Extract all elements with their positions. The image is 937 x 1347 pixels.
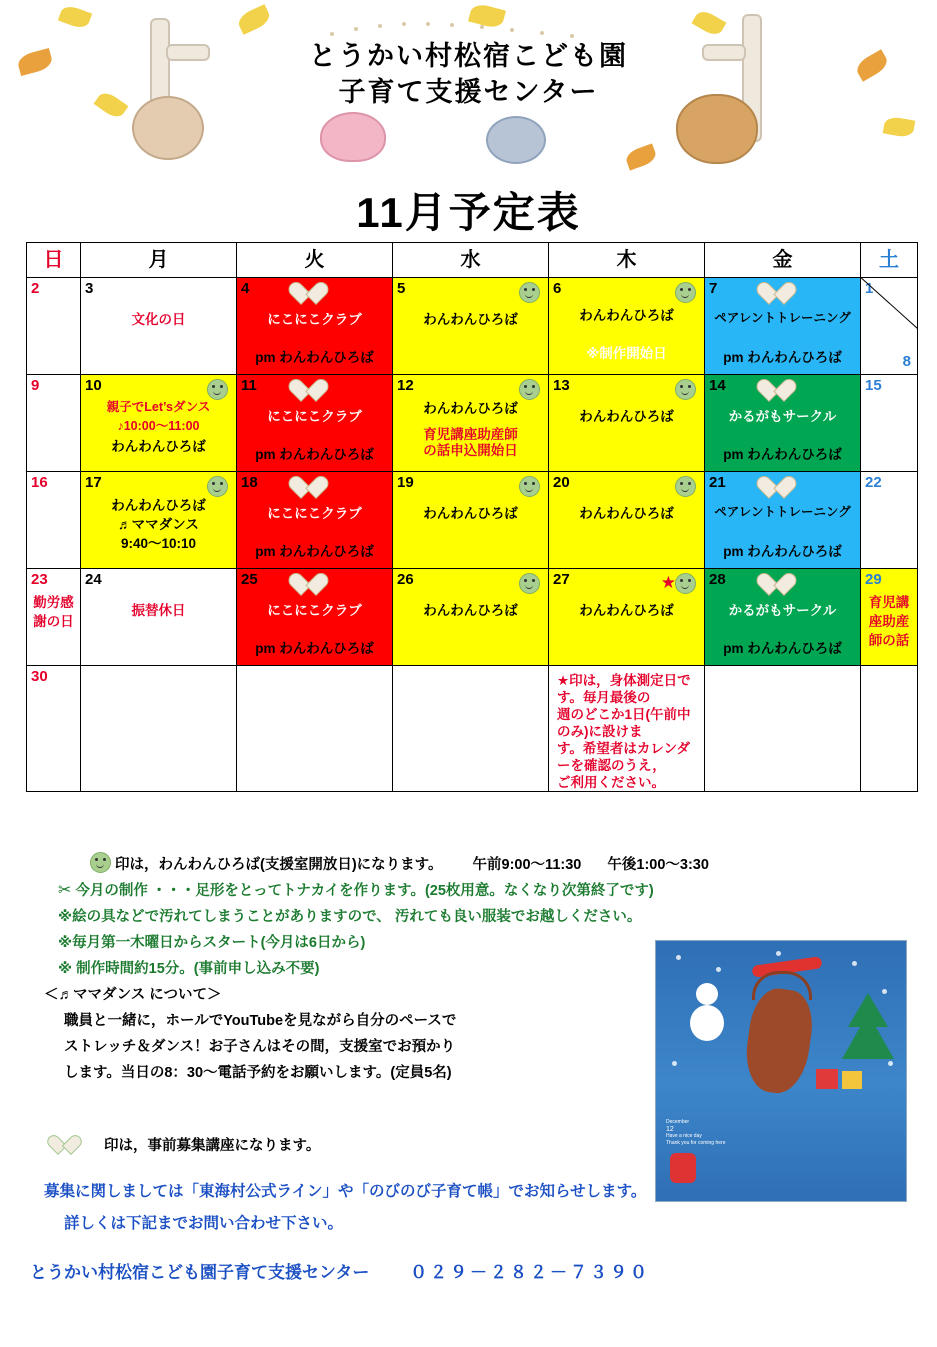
event-label: わんわんひろば (423, 506, 518, 521)
calendar-day-cell[interactable] (81, 472, 237, 569)
calendar-day-cell[interactable] (549, 472, 705, 569)
calendar-day-cell[interactable] (705, 569, 861, 666)
santa-icon (670, 1153, 696, 1183)
craft-sample-photo (655, 940, 907, 1202)
event-label: 文化の日 (131, 312, 186, 327)
event-label: わんわんひろば (579, 506, 674, 521)
day-number: 26 (397, 571, 414, 588)
note-mama-dance-l2: ストレッチ＆ダンス！お子さんはその間，支援室でお預かり (64, 1039, 456, 1055)
calendar-day-cell[interactable] (549, 278, 705, 375)
calendar-week-row (27, 569, 918, 666)
snowman-icon (684, 979, 728, 1045)
calendar-day-cell[interactable] (81, 278, 237, 375)
calendar-day-cell[interactable] (81, 666, 237, 792)
heart-icon (769, 281, 795, 305)
day-number: 2 (31, 280, 40, 297)
event-label: pm わんわんひろば (255, 447, 374, 462)
event-label: 座助産 (868, 614, 910, 629)
event-label: ペアレントトレーニング (714, 311, 851, 325)
heart-icon (301, 572, 327, 596)
day-number: 11 (241, 377, 257, 394)
weekday-header-fri: 金 (705, 243, 861, 278)
poster-day: 12 (666, 1126, 674, 1133)
note-mama-dance-l3: します。当日の8：30～電話予約をお願いします。(定員5名) (64, 1065, 452, 1081)
leaf-icon (235, 4, 272, 35)
leaf-icon (883, 116, 916, 139)
calendar-day-cell[interactable] (705, 278, 861, 375)
calendar-day-cell[interactable] (549, 666, 705, 792)
calendar-day-cell[interactable] (861, 472, 918, 569)
weekday-header-mon: 月 (81, 243, 237, 278)
day-number: 23 (31, 571, 48, 588)
weekday-header-sat: 土 (861, 243, 918, 278)
event-label: かるがもサークル (728, 409, 837, 424)
calendar-day-cell[interactable] (705, 375, 861, 472)
footprint-reindeer-icon (741, 985, 817, 1097)
day-number: 1 (865, 280, 874, 297)
event-label: pm わんわんひろば (723, 447, 842, 462)
day-number: 6 (553, 280, 562, 297)
day-number: 27 (553, 571, 570, 588)
day-number: 20 (553, 474, 570, 491)
day-number: 25 (241, 571, 258, 588)
event-label: にこにこクラブ (267, 603, 362, 618)
calendar-day-cell[interactable] (705, 666, 861, 792)
event-label: かるがもサークル (728, 603, 837, 618)
smile-icon (675, 379, 696, 400)
note-duration: ※ 制作時間約15分。(事前申し込み不要) (58, 961, 320, 977)
measurement-day-note: ★印は，身体測定日です。毎月最後の 週のどこか1日(午前中のみ)に設けま す。希望者はカレンダーを確認のうえ， ご利用ください。 (557, 673, 691, 790)
day-number: 29 (865, 571, 882, 588)
star-icon: ★ (660, 573, 676, 592)
note-smile-text: 印は，わんわんひろば(支援室開放日)になります。 (115, 857, 443, 873)
weekday-header-sun: 日 (27, 243, 81, 278)
event-label: わんわんひろば (423, 312, 518, 327)
event-label: の話申込開始日 (423, 443, 518, 458)
footer-contact (30, 1258, 910, 1283)
smile-icon (519, 573, 540, 594)
calendar-day-cell[interactable] (237, 278, 393, 375)
calendar-day-cell[interactable] (27, 278, 81, 375)
gift-icon (816, 1069, 838, 1089)
day-number: 3 (85, 280, 94, 297)
event-label: わんわんひろば (111, 498, 206, 513)
calendar-day-cell[interactable] (705, 472, 861, 569)
calendar-day-cell[interactable] (81, 375, 237, 472)
smile-icon (519, 476, 540, 497)
event-label: わんわんひろば (579, 409, 674, 424)
heart-icon (769, 572, 795, 596)
day-number: 21 (709, 474, 726, 491)
event-label: ♬ママダンス (118, 517, 199, 532)
calendar-day-cell[interactable] (27, 375, 81, 472)
day-number: 14 (709, 377, 726, 394)
phone-number[interactable]: ０２９－２８２－７３９０ (410, 1263, 651, 1282)
weekday-header-wed: 水 (393, 243, 549, 278)
calendar-day-cell[interactable] (549, 569, 705, 666)
event-label: 謝の日 (33, 614, 74, 629)
event-label: 9:40～10:10 (120, 536, 197, 551)
dotted-arc-decoration (330, 22, 610, 36)
calendar-day-cell[interactable] (861, 278, 918, 375)
day-number: 5 (397, 280, 406, 297)
day-number: 24 (85, 571, 102, 588)
note-mama-dance-l1: 職員と一緒に，ホールでYouTubeを見ながら自分のペースで (64, 1013, 457, 1029)
pig-icon (320, 112, 386, 162)
poster-thanks: Thank you for coming here (666, 1140, 726, 1146)
calendar-week-row (27, 375, 918, 472)
calendar-day-cell[interactable] (237, 666, 393, 792)
mouse-icon (486, 116, 546, 164)
event-label: にこにこクラブ (267, 506, 362, 521)
page-header (0, 0, 937, 175)
day-number: 28 (709, 571, 726, 588)
scissors-icon: ✂ (58, 882, 72, 899)
event-label: わんわんひろば (579, 308, 674, 323)
note-craft-text: 今月の制作 ・・・足形をとってトナカイを作ります。(25枚用意。なくなり次第終了です) (75, 883, 654, 899)
note-craft-clothes: ※絵の具などで汚れてしまうことがありますので、 汚れても良い服装でお越しください。 (58, 909, 642, 925)
day-number: 10 (85, 377, 102, 394)
note-mama-dance-title: ＜♬ママダンス について＞ (44, 987, 222, 1003)
smile-icon (675, 573, 696, 594)
day-number: 4 (241, 280, 250, 297)
heart-icon (58, 1134, 80, 1154)
weekday-header-thu: 木 (549, 243, 705, 278)
calendar-week-row (27, 472, 918, 569)
event-label: わんわんひろば (111, 439, 206, 454)
day-number: 15 (865, 377, 882, 394)
weekday-header-tue: 火 (237, 243, 393, 278)
calendar-day-cell[interactable] (861, 569, 918, 666)
calendar-day-cell[interactable] (237, 472, 393, 569)
smile-icon (519, 282, 540, 303)
note-start-text: ※毎月第一木曜日からスタート(今月は6日から) (58, 935, 366, 951)
note-smile-time-pm: 午後1:00～3:30 (607, 857, 709, 873)
calendar-day-cell[interactable] (237, 569, 393, 666)
day-number: 16 (31, 474, 48, 491)
event-label: 育児講 (868, 595, 910, 610)
calendar-day-cell[interactable] (393, 278, 549, 375)
note-smile-time-am: 午前9:00～11:30 (472, 857, 582, 873)
event-label: pm わんわんひろば (255, 544, 374, 559)
event-label: 振替休日 (131, 603, 186, 618)
event-label: わんわんひろば (423, 401, 518, 416)
leaf-icon (624, 143, 658, 170)
day-number: 13 (553, 377, 570, 394)
month-title: 11月予定表 (356, 189, 581, 236)
calendar-week-row (27, 666, 918, 792)
calendar-day-cell[interactable] (27, 569, 81, 666)
event-label: pm わんわんひろば (723, 350, 842, 365)
event-label: pm わんわんひろば (255, 350, 374, 365)
event-label: 勤労感 (33, 595, 74, 610)
calendar-day-cell[interactable] (81, 569, 237, 666)
day-number: 8 (902, 353, 911, 370)
event-label: pm わんわんひろば (723, 544, 842, 559)
note-craft (58, 880, 910, 902)
note-smile-legend (90, 852, 910, 876)
event-label: わんわんひろば (579, 603, 674, 618)
heart-icon (301, 281, 327, 305)
smile-icon (90, 852, 111, 873)
calendar-day-cell[interactable] (27, 666, 81, 792)
heart-icon (769, 378, 795, 402)
christmas-tree-icon (842, 1013, 894, 1059)
calendar-day-cell[interactable] (393, 569, 549, 666)
day-number: 19 (397, 474, 414, 491)
event-label: 師の話 (868, 633, 910, 648)
day-number: 30 (31, 668, 48, 685)
schedule-calendar (26, 242, 918, 792)
calendar-day-cell[interactable] (237, 375, 393, 472)
organization-title-line2: 子育て支援センター (338, 77, 599, 107)
event-label: にこにこクラブ (267, 409, 362, 424)
day-number: 22 (865, 474, 882, 491)
day-number: 12 (397, 377, 414, 394)
day-number: 9 (31, 377, 40, 394)
calendar-day-cell[interactable] (393, 666, 549, 792)
event-label: ペアレントトレーニング (714, 505, 851, 519)
smile-icon (675, 476, 696, 497)
note-heart-text: 印は，事前募集講座になります。 (104, 1138, 321, 1154)
calendar-header-row (27, 243, 918, 278)
organization-title-line1: とうかい村松宿こども園 (309, 41, 628, 71)
poster-title: Have a nice day (666, 1133, 702, 1139)
event-label: 育児講座助産師 (423, 427, 518, 442)
calendar-day-cell[interactable] (861, 375, 918, 472)
heart-icon (769, 475, 795, 499)
poster-month: December (666, 1119, 690, 1125)
center-name: とうかい村松宿こども園子育て支援センター (30, 1263, 370, 1282)
leaf-icon (58, 3, 92, 30)
note-recruit: 募集に関しましては「東海村公式ライン」や「のびのび子育て帳」でお知らせします。 (44, 1183, 647, 1200)
organization-title (0, 38, 937, 110)
calendar-week-row (27, 278, 918, 375)
empty-cell-slash (861, 278, 917, 374)
day-number: 17 (85, 474, 102, 491)
smile-icon (675, 282, 696, 303)
event-label: にこにこクラブ (267, 312, 362, 327)
event-label: pm わんわんひろば (255, 641, 374, 656)
heart-icon (301, 378, 327, 402)
calendar-day-cell[interactable] (549, 375, 705, 472)
event-label: ※制作開始日 (586, 346, 667, 361)
event-label: ♪10:00～11:00 (117, 419, 200, 433)
event-label: 親子でLet’sダンス (106, 400, 211, 414)
calendar-day-cell[interactable] (393, 375, 549, 472)
calendar-day-cell[interactable] (861, 666, 918, 792)
day-number: 18 (241, 474, 258, 491)
event-label: pm わんわんひろば (723, 641, 842, 656)
event-label: わんわんひろば (423, 603, 518, 618)
heart-icon (301, 475, 327, 499)
calendar-day-cell[interactable] (393, 472, 549, 569)
note-detail: 詳しくは下記までお問い合わせ下さい。 (64, 1215, 344, 1232)
leaf-icon (692, 8, 727, 39)
poster-text (666, 1119, 896, 1147)
gift-icon (842, 1071, 862, 1089)
calendar-day-cell[interactable] (27, 472, 81, 569)
day-number: 7 (709, 280, 718, 297)
